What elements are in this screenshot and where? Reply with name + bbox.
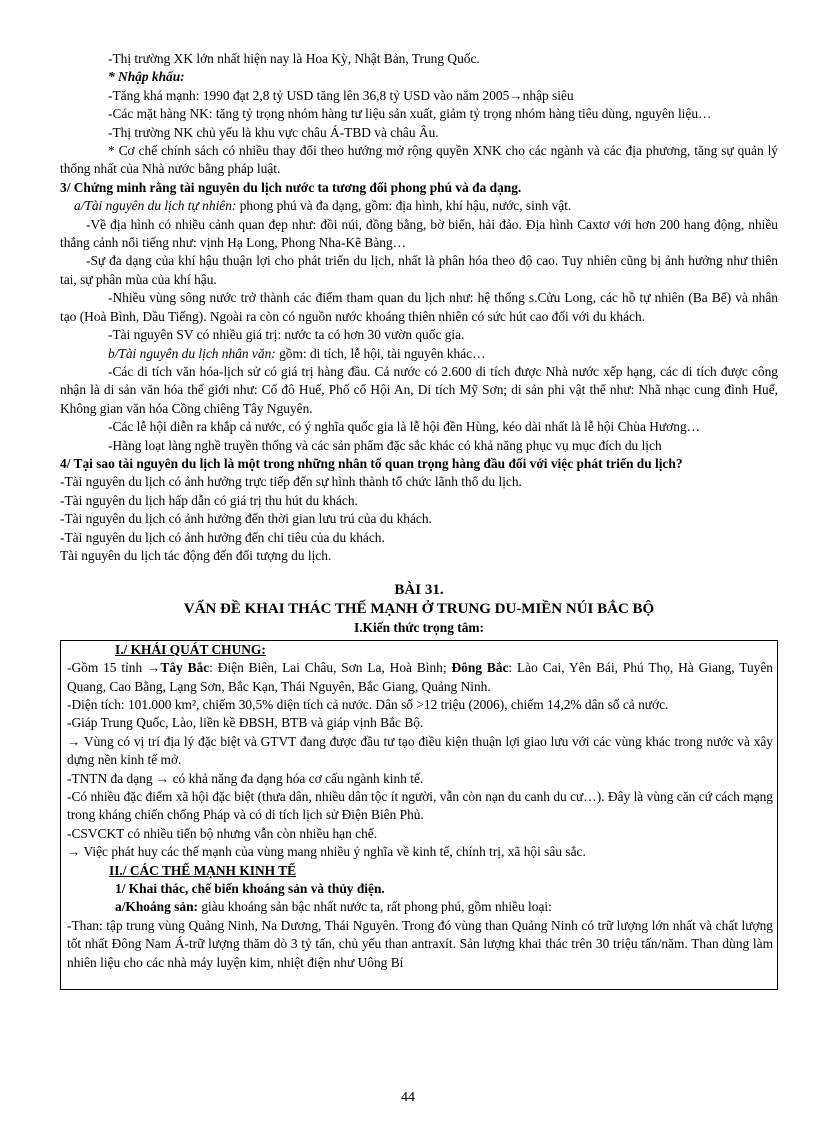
question-4 bbox=[60, 455, 778, 565]
paragraph: -Thị trường NK chủ yếu là khu vực châu Á-TBD và châu Âu. bbox=[108, 124, 439, 140]
lesson-subtitle: I.Kiến thức trọng tâm: bbox=[353, 620, 485, 636]
list-item: -Tài nguyên du lịch có ảnh hưởng trực tiếp đến sự hình thành tổ chức lãnh thổ du lịch. bbox=[60, 474, 522, 490]
label: a/Khoáng sản: bbox=[115, 899, 198, 915]
section-heading: I./ KHÁI QUÁT CHUNG: bbox=[115, 641, 266, 657]
paragraph: -Có nhiều đặc điểm xã hội đặc biệt (thưa dân, nhiều dân tộc ít người, vẫn còn nạn du canh du cư…). Đây là vùng căn cứ cách mạng trong kháng chiến chống Pháp và có di tích lịch sử Điện Biên Phủ. bbox=[67, 789, 773, 823]
label: Tây Bắc bbox=[160, 660, 210, 676]
sub-heading: * Nhập khẩu: bbox=[108, 69, 185, 85]
sub-heading: 1/ Khai thác, chế biến khoáng sản và thủy điện. bbox=[115, 881, 385, 897]
label: Đông Bắc bbox=[451, 660, 509, 676]
paragraph bbox=[67, 659, 773, 696]
paragraph: -Giáp Trung Quốc, Lào, liền kề ĐBSH, BTB và giáp vịnh Bắc Bộ. bbox=[67, 715, 424, 731]
paragraph: * Cơ chế chính sách có nhiều thay đổi theo hướng mở rộng quyền XNK cho các ngành và các địa phương, tăng sự quản lý thống nhất của Nhà nước bằng pháp luật. bbox=[60, 143, 778, 177]
label: a/Tài nguyên du lịch tự nhiên: bbox=[74, 198, 237, 214]
text: -Gồm 15 tỉnh → bbox=[67, 660, 161, 676]
paragraph: -Các mặt hàng NK: tăng tỷ trọng nhóm hàng tư liệu sản xuất, giảm tỷ trọng nhóm hàng tiêu dùng, nguyên liệu… bbox=[108, 106, 712, 122]
list-item: -Tài nguyên du lịch hấp dẫn có giá trị thu hút du khách. bbox=[60, 492, 358, 508]
paragraph: -Về địa hình có nhiều cảnh quan đẹp như: đồi núi, đồng bằng, bờ biển, hải đảo. Địa hình Caxtơ với hơn 200 hang động, nhiều thắng cảnh nổi tiếng như: vịnh Hạ Long, Phong Nha-Kẽ Bàng… bbox=[60, 216, 778, 251]
paragraph: -Hàng loạt làng nghề truyền thống và các sản phẩm đặc sắc khác có khả năng phục vụ mục đích du lịch bbox=[108, 437, 662, 453]
text: phong phú và đa dạng, gồm: địa hình, khí hậu, nước, sinh vật. bbox=[236, 198, 572, 214]
key-knowledge-box bbox=[60, 640, 778, 990]
lesson-title: VẤN ĐỀ KHAI THÁC THẾ MẠNH Ở TRUNG DU-MIỀN NÚI BẮC BỘ bbox=[183, 601, 655, 618]
list-item: -Tài nguyên du lịch có ảnh hưởng đến chi tiêu của du khách. bbox=[60, 529, 385, 545]
paragraph: -Thị trường XK lớn nhất hiện nay là Hoa Kỳ, Nhật Bản, Trung Quốc. bbox=[108, 51, 480, 66]
text: gồm: di tích, lễ hội, tài nguyên khác… bbox=[275, 345, 486, 361]
page-content bbox=[60, 50, 778, 990]
text: giàu khoáng sản bậc nhất nước ta, rất phong phú, gồm nhiều loại: bbox=[197, 899, 552, 915]
paragraph: -Nhiều vùng sông nước trở thành các điểm tham quan du lịch như: hệ thống s.Cửu Long, các hồ tự nhiên (Ba Bể) và nhân tạo (Hoà Bình, Dầu Tiếng). Ngoài ra còn có nguồn nước khoáng thiên nhiên có sức hút cao đối với du khách. bbox=[60, 290, 778, 324]
paragraph bbox=[67, 898, 773, 916]
paragraph: -Diện tích: 101.000 km², chiếm 30,5% diện tích cả nước. Dân số >12 triệu (2006), chiếm 14,2% dân số cả nước. bbox=[67, 697, 669, 712]
label: b/Tài nguyên du lịch nhân văn: bbox=[108, 345, 276, 361]
text: : Điện Biên, Lai Châu, Sơn La, Hoà Bình; bbox=[209, 660, 452, 676]
text: : Lào Cai, Yên Bái, Phú Thọ, Hà Giang, Tuyên Quang, Cao Bằng, Lạng Sơn, Bắc Kạn, Thái Nguyên, Bắc Giang, Quảng Ninh. bbox=[67, 660, 773, 694]
paragraph: -Than: tập trung vùng Quảng Ninh, Na Dương, Thái Nguyên. Trong đó vùng than Quảng Ninh có trữ lượng lớn nhất và chất lượng tốt nhất Đông Nam Á-trữ lượng thăm dò 3 tỷ tấn, chủ yếu than antraxít. Sản lượng khai thác trên 30 triệu tấn/năm. Than dùng làm nhiên liệu cho các nhà máy luyện kim, nhiệt điện như Uông Bí bbox=[67, 917, 773, 970]
paragraph: -Các lễ hội diễn ra khắp cả nước, có ý nghĩa quốc gia là lễ hội đền Hùng, kéo dài nhất là lễ hội Chùa Hương… bbox=[108, 419, 701, 435]
export-import-section bbox=[60, 50, 778, 179]
paragraph: → Vùng có vị trí địa lý đặc biệt và GTVT đang được đầu tư tạo điều kiện thuận lợi giao lưu với các vùng khác trong nước và xây dựng nền kinh tế mở. bbox=[67, 733, 773, 768]
question-heading: 3/ Chứng minh rằng tài nguyên du lịch nước ta tương đối phong phú và đa dạng. bbox=[60, 179, 522, 195]
question-heading: 4/ Tại sao tài nguyên du lịch là một trong những nhân tố quan trọng hàng đầu đối với việc phát triển du lịch? bbox=[60, 455, 683, 471]
paragraph: -Các di tích văn hóa-lịch sử có giá trị hàng đầu. Cả nước có 2.600 di tích được Nhà nước xếp hạng, các di tích được công nhận là di sản văn hóa thế giới như: Cố đô Huế, Phố cổ Hội An, Di tích Mỹ Sơn; di sản phi vật thể như: Nhã nhạc cung đình Huế, Không gian văn hóa Cồng chiêng Tây Nguyên. bbox=[60, 363, 778, 416]
list-item: Tài nguyên du lịch tác động đến đối tượng du lịch. bbox=[60, 547, 332, 563]
section-heading: II./ CÁC THẾ MẠNH KINH TẾ bbox=[109, 862, 297, 878]
lesson-number: BÀI 31. bbox=[394, 582, 444, 599]
paragraph: → Việc phát huy các thế mạnh của vùng mang nhiều ý nghĩa về kinh tế, chính trị, xã hội sâu sắc. bbox=[67, 844, 586, 860]
paragraph: -Tài nguyên SV có nhiều giá trị: nước ta có hơn 30 vườn quốc gia. bbox=[108, 327, 465, 343]
paragraph: -CSVCKT có nhiều tiến bộ nhưng vẫn còn nhiều hạn chế. bbox=[67, 825, 378, 841]
question-3 bbox=[60, 179, 778, 455]
list-item: -Tài nguyên du lịch có ảnh hưởng đến thời gian lưu trú của du khách. bbox=[60, 511, 432, 527]
paragraph: -Sự đa dạng của khí hậu thuận lợi cho phát triển du lịch, nhất là phân hóa theo độ cao. Tuy nhiên cũng bị ảnh hưởng như thiên tai, sự phân mùa của khí hậu. bbox=[60, 253, 778, 287]
page-number: 44 bbox=[401, 1090, 415, 1105]
paragraph: -TNTN đa dạng → có khả năng đa dạng hóa cơ cấu ngành kinh tế. bbox=[67, 770, 424, 786]
paragraph bbox=[60, 345, 778, 363]
paragraph bbox=[60, 197, 778, 215]
paragraph: -Tăng khá mạnh: 1990 đạt 2,8 tỷ USD tăng lên 36,8 tỷ USD vào năm 2005→nhập siêu bbox=[108, 87, 574, 103]
